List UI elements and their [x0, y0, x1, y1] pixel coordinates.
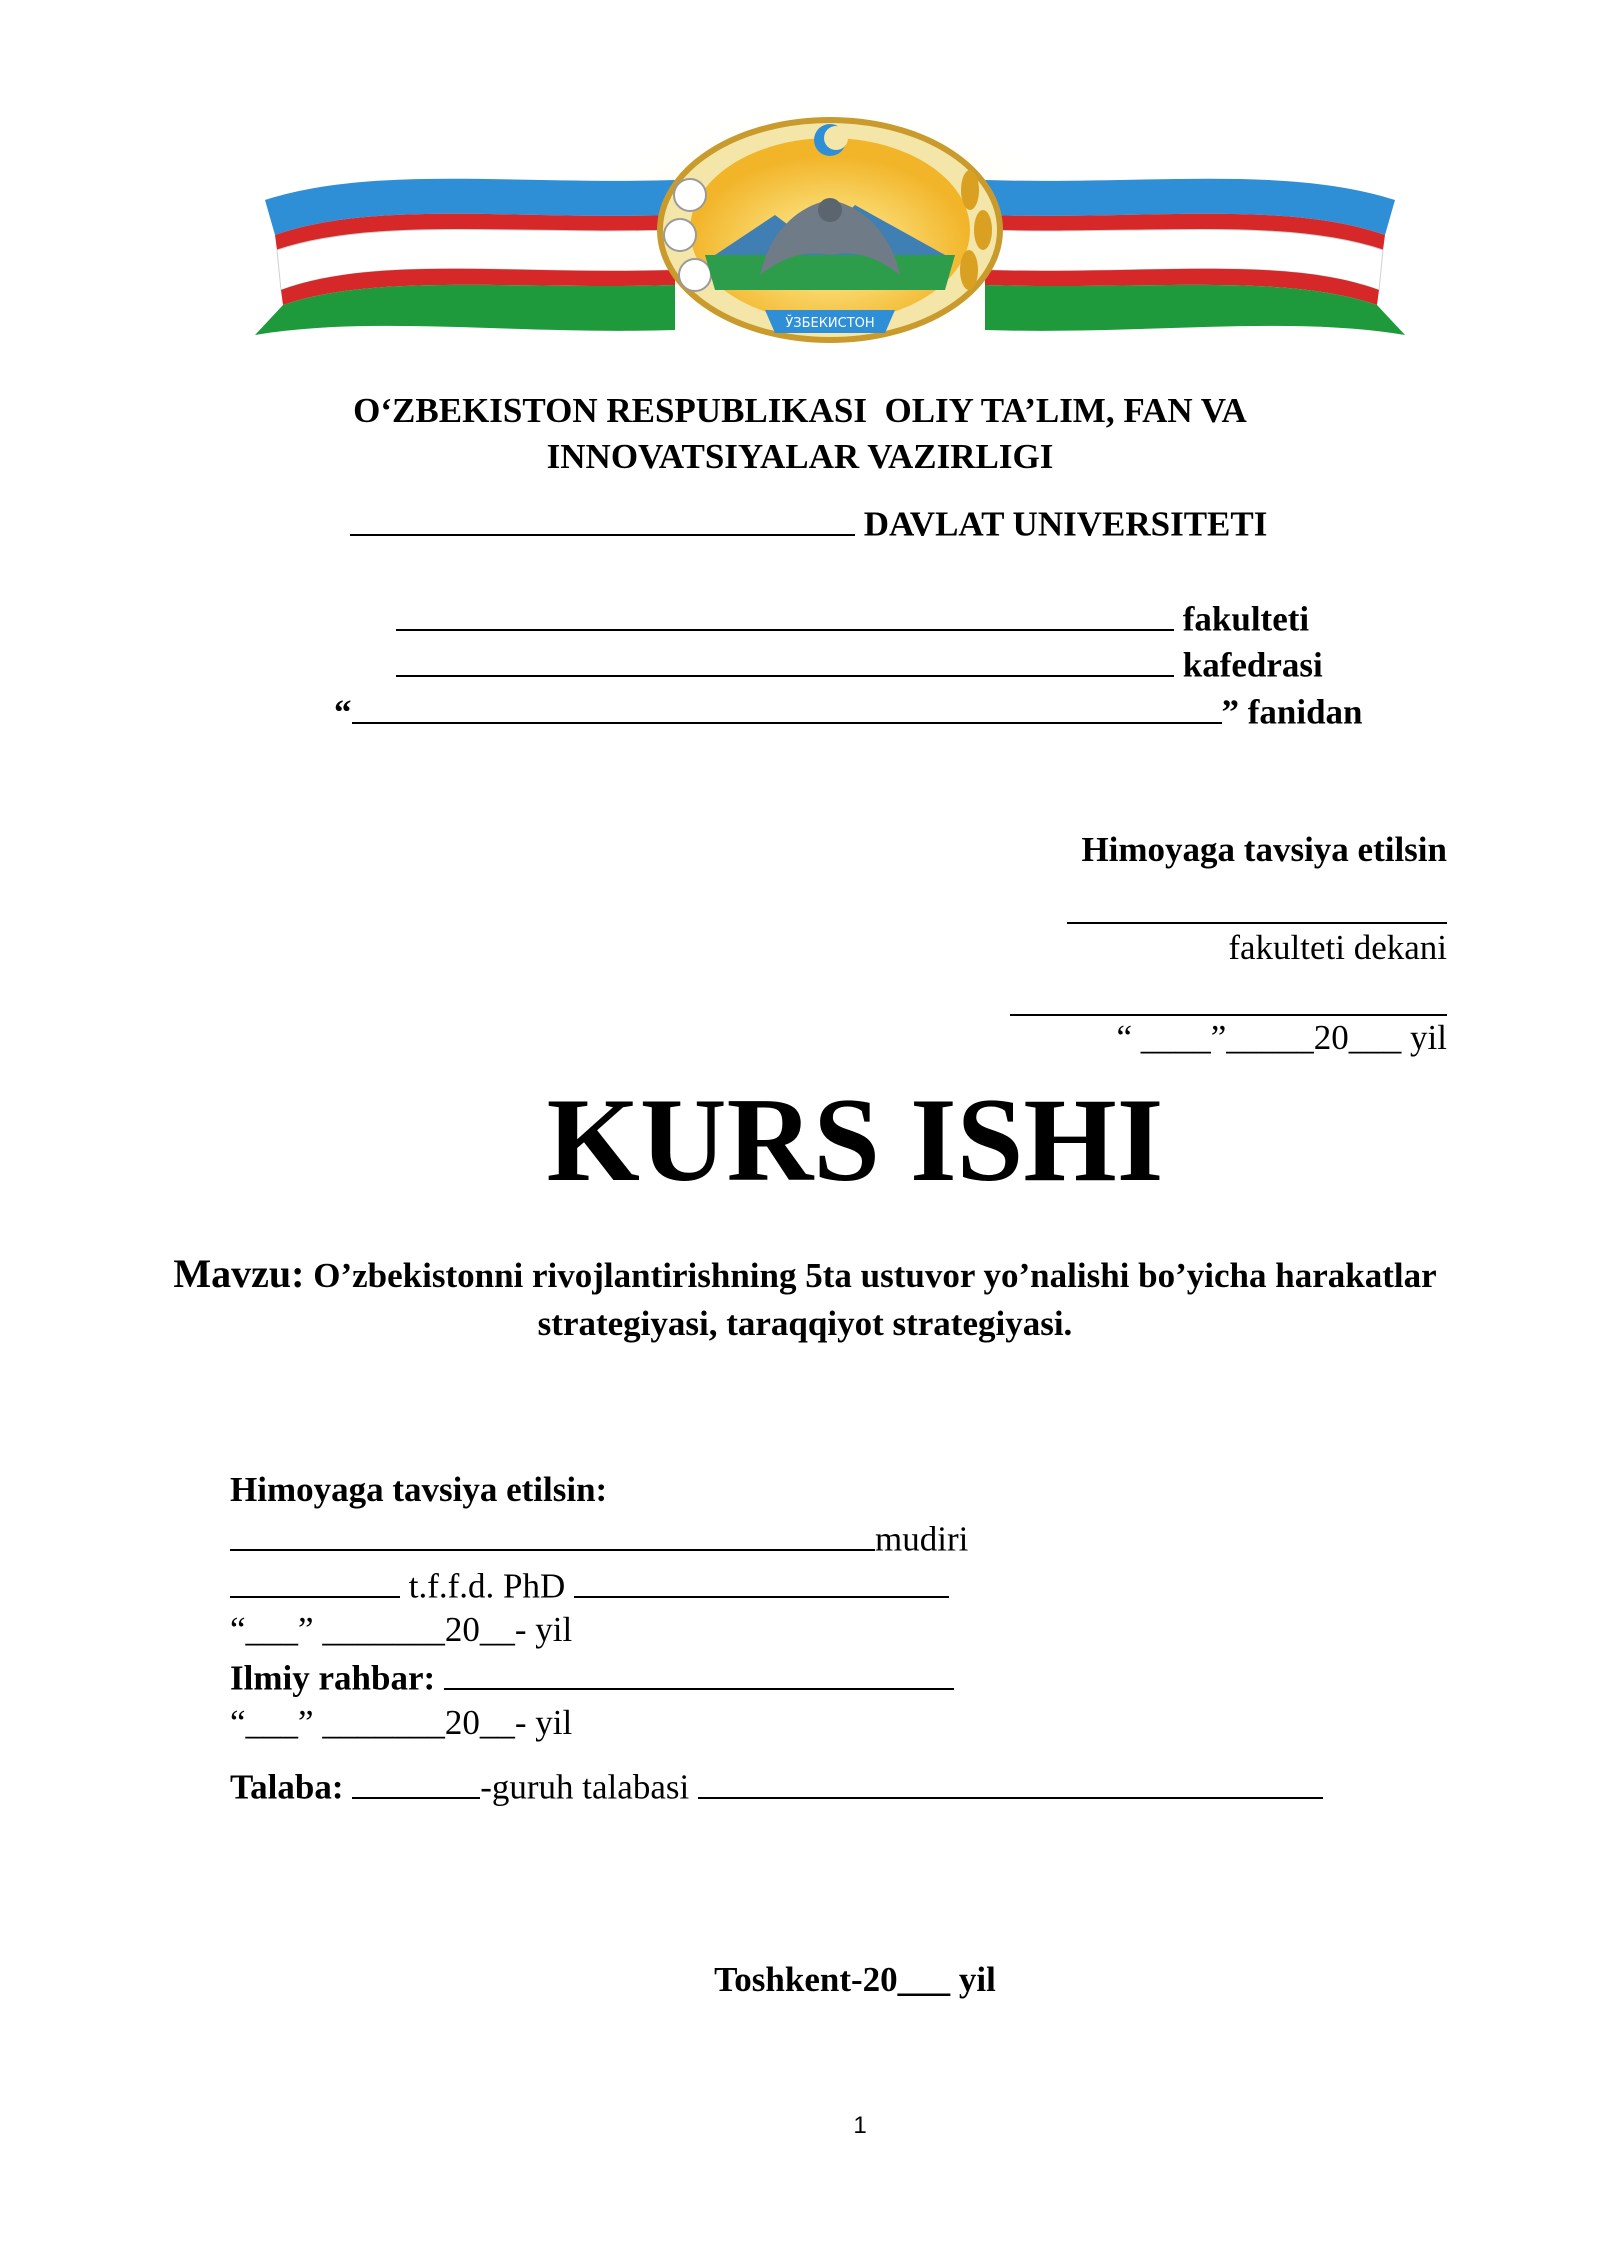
student-group-blank [352, 1765, 480, 1799]
dean-title: fakulteti dekani [1228, 928, 1447, 967]
student-line [230, 1765, 1323, 1808]
advisor-label: Ilmiy rahbar: [230, 1658, 436, 1698]
student-label: Talaba: [230, 1767, 344, 1807]
dean-approve-label: Himoyaga tavsiya etilsin [1081, 830, 1447, 869]
city-year: Toshkent-20___ yil [714, 1960, 996, 1999]
department-line [396, 643, 1323, 686]
ministry-heading [0, 388, 1600, 480]
topic [160, 1250, 1450, 1348]
university-blank [350, 502, 855, 536]
subject-blank [352, 690, 1222, 724]
document-title: KURS ISHI [546, 1073, 1164, 1206]
approve-date: “___” _______20__- yil [230, 1610, 573, 1649]
advisor-blank [444, 1656, 954, 1690]
faculty-line [396, 597, 1309, 640]
student-group-label: -guruh talabasi [480, 1767, 690, 1807]
topic-text: O’zbekistonni rivojlantirishning 5ta ustuvor yo’nalishi bo’yicha harakatlar strategiyasi, taraqqiyot strategiyasi. [304, 1256, 1437, 1343]
university-label: DAVLAT UNIVERSITETI [863, 504, 1268, 544]
head-blank [230, 1517, 875, 1551]
ministry-line-1: O‘ZBEKISTON RESPUBLIKASI OLIY TA’LIM, FAN VA [353, 391, 1247, 430]
uzbekistan-emblem-icon [255, 105, 1405, 345]
department-label: kafedrasi [1182, 645, 1323, 685]
head-line [230, 1517, 968, 1560]
topic-label: Mavzu: [173, 1251, 305, 1296]
dean-sign-blank [1010, 982, 1447, 1016]
student-name-blank [698, 1765, 1323, 1799]
faculty-label: fakulteti [1182, 599, 1310, 639]
subject-open-quote: “ [334, 692, 352, 732]
degree-blank-right [574, 1564, 949, 1598]
emblem-ribbon-text: ЎЗБЕКИСТОН [785, 316, 875, 331]
faculty-blank [396, 597, 1174, 631]
advisor-line [230, 1656, 954, 1699]
degree-blank-left [230, 1564, 400, 1598]
dean-date: “ ____”_____20___ yil [1116, 1018, 1447, 1057]
advisor-date: “___” _______20__- yil [230, 1703, 573, 1742]
subject-label: ” fanidan [1221, 692, 1363, 732]
university-line [350, 502, 1267, 545]
subject-line [334, 690, 1363, 733]
degree-line [230, 1564, 949, 1607]
dean-name-blank [1067, 890, 1447, 924]
degree-label: t.f.f.d. PhD [400, 1566, 575, 1606]
head-label: mudiri [875, 1519, 969, 1559]
page-number: 1 [853, 2112, 867, 2139]
dean-name-line [1067, 890, 1447, 933]
ministry-line-2: INNOVATSIYALAR VAZIRLIGI [546, 437, 1054, 476]
department-blank [396, 643, 1174, 677]
approve-label: Himoyaga tavsiya etilsin: [230, 1470, 608, 1509]
